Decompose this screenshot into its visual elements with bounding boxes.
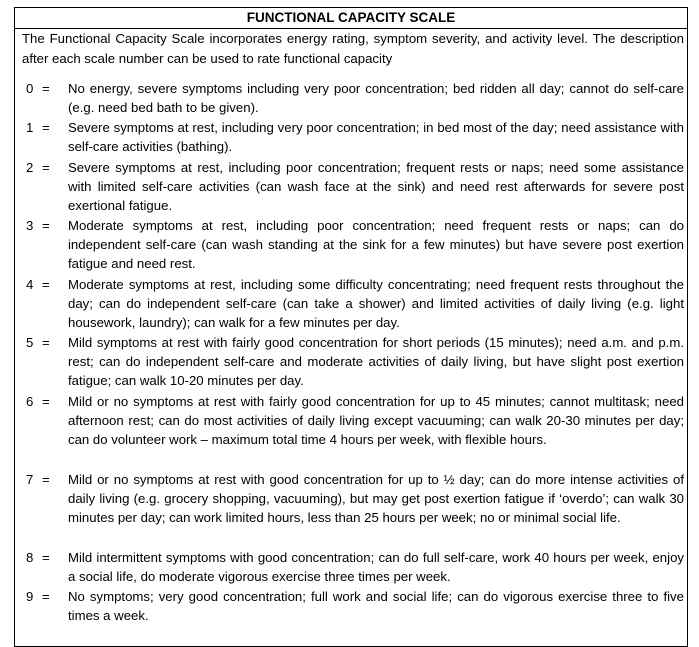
scale-description: Mild or no symptoms at rest with fairly good concentration for up to 45 minutes; cannot multitask; need afternoon rest; can do most activities of daily living except vacuuming; can walk 20-30 minutes per day; can do volunteer work – maximum total time 4 hours per week, with flexible hours. (68, 394, 684, 447)
scale-item-7 (22, 470, 684, 527)
scale-description: Moderate symptoms at rest, including some difficulty concentrating; need frequent rests throughout the day; can do independent self-care (can take a shower) and limited activities of daily living (e.g. light housework, laundry); can walk for a few minutes per day. (68, 277, 684, 330)
scale-number: 8 (26, 550, 34, 565)
scale-number: 7 (26, 472, 34, 487)
equals-sign: = (42, 218, 50, 233)
scale-description: Severe symptoms at rest, including poor concentration; frequent rests or naps; need some assistance with limited self-care activities (can wash face at the sink) and need rest afterwards for severe post exertional fatigue. (68, 160, 684, 213)
scale-item-0 (22, 79, 684, 117)
scale-description: Moderate symptoms at rest, including poor concentration; need frequent rests or naps; can do independent self-care (can wash standing at the sink for a few minutes) but have severe post exertion fatigue and need rest. (68, 218, 684, 271)
equals-sign: = (42, 394, 50, 409)
scale-number: 1 (26, 120, 34, 135)
scale-item-9 (22, 587, 684, 625)
equals-sign: = (42, 81, 50, 96)
scale-item-2 (22, 158, 684, 215)
scale-item-8 (22, 548, 684, 586)
scale-item-1 (22, 118, 684, 156)
scale-number: 9 (26, 589, 34, 604)
scale-item-6 (22, 392, 684, 449)
scale-number: 5 (26, 335, 34, 350)
equals-sign: = (42, 335, 50, 350)
scale-item-5 (22, 333, 684, 390)
equals-sign: = (42, 550, 50, 565)
scale-description: Severe symptoms at rest, including very poor concentration; in bed most of the day; need assistance with self-care activities (bathing). (68, 120, 684, 154)
scale-description: Mild symptoms at rest with fairly good concentration for short periods (15 minutes); need a.m. and p.m. rest; can do independent self-care and moderate activities of daily living, but have slight post exertion fatigue; can walk 10-20 minutes per day. (68, 335, 684, 388)
scale-description: No symptoms; very good concentration; full work and social life; can do vigorous exercise three to five times a week. (68, 589, 684, 623)
equals-sign: = (42, 120, 50, 135)
scale-number: 2 (26, 160, 34, 175)
equals-sign: = (42, 160, 50, 175)
scale-number: 3 (26, 218, 34, 233)
scale-description: Mild or no symptoms at rest with good concentration for up to ½ day; can do more intense activities of daily living (e.g. grocery shopping, vacuuming), but may get post exertion fatigue if ‘overdo’; can walk 30 minutes per day; can work limited hours, less than 25 hours per week; no or minimal social life. (68, 472, 684, 525)
scale-item-4 (22, 275, 684, 332)
equals-sign: = (42, 472, 50, 487)
scale-description: No energy, severe symptoms including very poor concentration; bed ridden all day; cannot do self-care (e.g. need bed bath to be given). (68, 81, 684, 115)
scale-number: 4 (26, 277, 34, 292)
scale-description: Mild intermittent symptoms with good concentration; can do full self-care, work 40 hours per week, enjoy a social life, do moderate vigorous exercise three times per week. (68, 550, 684, 584)
table-title: FUNCTIONAL CAPACITY SCALE (14, 7, 688, 29)
scale-item-3 (22, 216, 684, 273)
intro-paragraph: The Functional Capacity Scale incorporates energy rating, symptom severity, and activity level. The description after each scale number can be used to rate functional capacity (22, 31, 684, 66)
scale-number: 0 (26, 81, 34, 96)
scale-number: 6 (26, 394, 34, 409)
equals-sign: = (42, 589, 50, 604)
equals-sign: = (42, 277, 50, 292)
